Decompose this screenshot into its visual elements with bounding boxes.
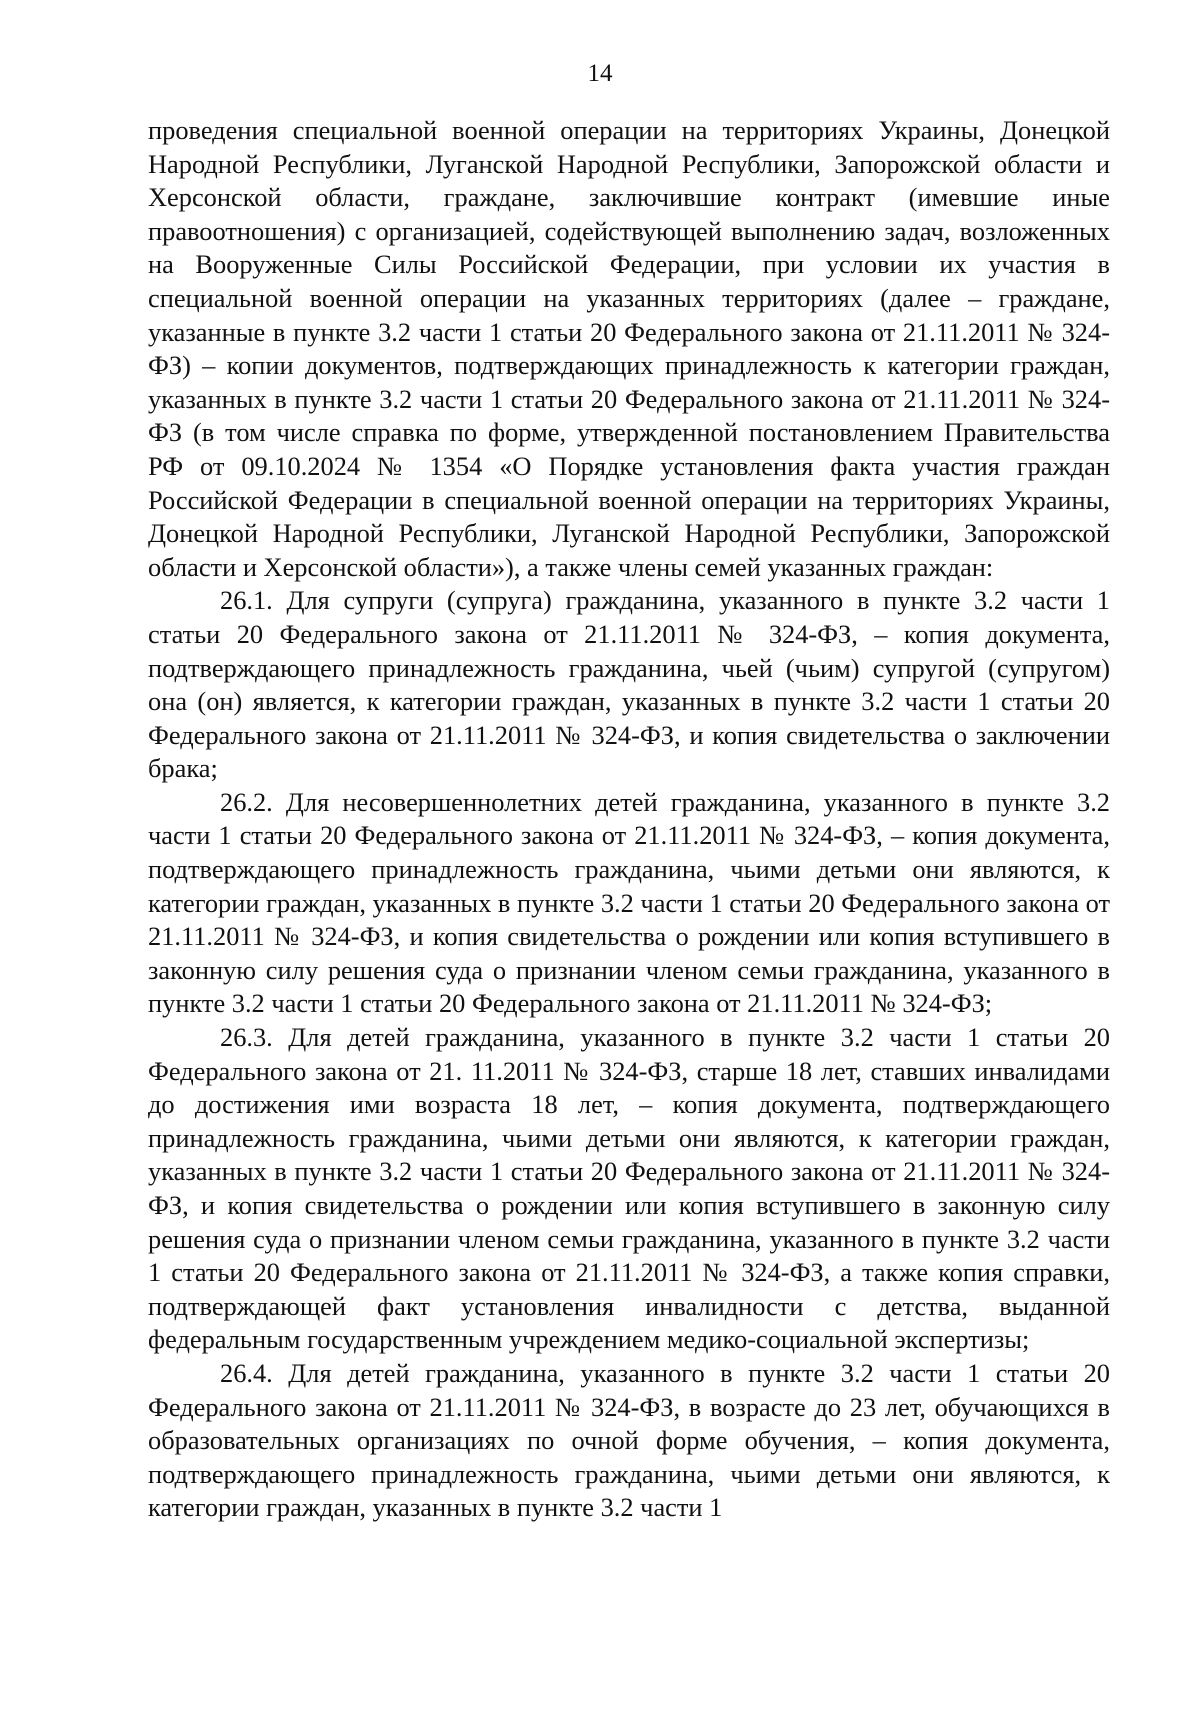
paragraph-26-1: 26.1. Для супруги (супруга) гражданина, указанного в пункте 3.2 части 1 статьи 20 Федерального закона от 21.11.2011 № 324-ФЗ, – копия документа, подтверждающего принадлежность гражданина, чьей (чьим) супругой (супругом) она (он) является, к категории граждан, указанных в пункте 3.2 части 1 статьи 20 Федерального закона от 21.11.2011 № 324-ФЗ, и копия свидетельства о заключении брака; xyxy=(148,585,1110,784)
page-number: 14 xyxy=(587,60,613,87)
paragraph-continuation: проведения специальной военной операции на территориях Украины, Донецкой Народной Республики, Луганской Народной Республики, Запорожской области и Херсонской области, граждане, заключившие контракт (имевшие иные правоотношения) с организацией, содействующей выполнению задач, возложенных на Вооруженные Силы Российской Федерации, при условии их участия в специальной военной операции на указанных территориях (далее – граждане, указанные в пункте 3.2 части 1 статьи 20 Федерального закона от 21.11.2011 № 324-ФЗ) – копии документов, подтверждающих принадлежность к категории граждан, указанных в пункте 3.2 части 1 статьи 20 Федерального закона от 21.11.2011 № 324-ФЗ (в том числе справка по форме, утвержденной постановлением Правительства РФ от 09.10.2024 № 1354 «О Порядке установления факта участия граждан Российской Федерации в специальной военной операции на территориях Украины, Донецкой Народной Республики, Луганской Народной Республики, Запорожской области и Херсонской области»), а также члены семей указанных граждан: xyxy=(148,115,1110,582)
paragraph-26-2: 26.2. Для несовершеннолетних детей гражданина, указанного в пункте 3.2 части 1 статьи 20 Федерального закона от 21.11.2011 № 324-ФЗ, – копия документа, подтверждающего принадлежность гражданина, чьими детьми они являются, к категории граждан, указанных в пункте 3.2 части 1 статьи 20 Федерального закона от 21.11.2011 № 324-ФЗ, и копия свидетельства о рождении или копия вступившего в законную силу решения суда о признании членом семьи гражданина, указанного в пункте 3.2 части 1 статьи 20 Федерального закона от 21.11.2011 № 324-ФЗ; xyxy=(148,786,1110,1019)
paragraph-26-4: 26.4. Для детей гражданина, указанного в пункте 3.2 части 1 статьи 20 Федерального закона от 21.11.2011 № 324-ФЗ, в возрасте до 23 лет, обучающихся в образовательных организациях по очной форме обучения, – копия документа, подтверждающего принадлежность гражданина, чьими детьми они являются, к категории граждан, указанных в пункте 3.2 части 1 xyxy=(148,1357,1110,1523)
paragraph-26-3: 26.3. Для детей гражданина, указанного в пункте 3.2 части 1 статьи 20 Федерального закона от 21. 11.2011 № 324-ФЗ, старше 18 лет, ставших инвалидами до достижения ими возраста 18 лет, – копия документа, подтверждающего принадлежность гражданина, чьими детьми они являются, к категории граждан, указанных в пункте 3.2 части 1 статьи 20 Федерального закона от 21.11.2011 № 324-ФЗ, и копия свидетельства о рождении или копия вступившего в законную силу решения суда о признании членом семьи гражданина, указанного в пункте 3.2 части 1 статьи 20 Федерального закона от 21.11.2011 № 324-ФЗ, а также копия справки, подтверждающей факт установления инвалидности с детства, выданной федеральным государственным учреждением медико-социальной экспертизы; xyxy=(148,1022,1110,1355)
document-body xyxy=(148,114,1110,1525)
